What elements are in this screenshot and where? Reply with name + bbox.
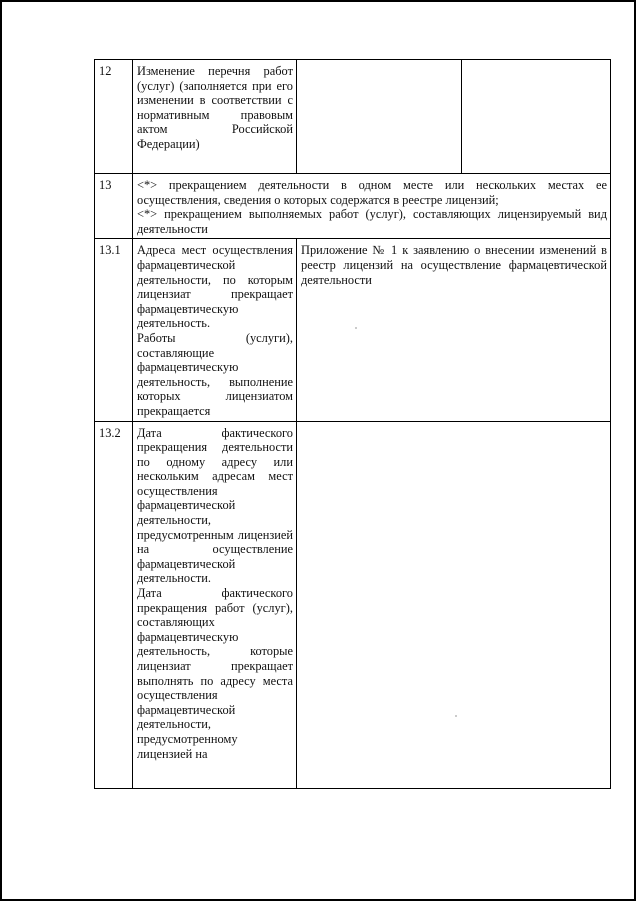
row-label <box>133 421 297 788</box>
scan-speck <box>455 715 457 717</box>
row-label: Изменение перечня работ (услуг) (заполняется при его изменении в соответствии с нормативным правовым актом Российской Федерации) <box>133 60 297 174</box>
row-number: 13 <box>95 174 133 239</box>
label-paragraph-2: Работы (услуги), составляющие фармацевтическую деятельность, выполнение которых лицензиатом прекращается <box>137 330 293 418</box>
label-paragraph-1: Адреса мест осуществления фармацевтической деятельности, по которым лицензиат прекращает фармацевтическую деятельность. <box>137 243 293 331</box>
row-number: 12 <box>95 60 133 174</box>
table-row-13 <box>95 174 611 239</box>
value-cell-extra <box>462 60 611 174</box>
row-label <box>133 239 297 421</box>
row-number: 13.1 <box>95 239 133 421</box>
value-cell <box>297 421 611 788</box>
table-row-13-2 <box>95 421 611 788</box>
table-row-13-1 <box>95 239 611 421</box>
description-line-1: <*> прекращением деятельности в одном месте или нескольких местах ее осуществления, сведения о которых содержатся в реестре лицензий; <box>137 178 607 207</box>
license-form-table <box>94 59 611 789</box>
row-description <box>133 174 611 239</box>
label-paragraph-2: Дата фактического прекращения работ (услуг), составляющих фармацевтическую деятельность, которые лицензиат прекращает выполнять по адресу места осуществления фармацевтической деятельности, предусмотренному лицензией на <box>137 586 293 761</box>
value-cell <box>297 60 462 174</box>
value-cell: Приложение № 1 к заявлению о внесении изменений в реестр лицензий на осуществление фармацевтической деятельности <box>297 239 611 421</box>
table-row-12 <box>95 60 611 174</box>
description-line-2: <*> прекращением выполняемых работ (услуг), составляющих лицензируемый вид деятельности <box>137 207 607 236</box>
label-paragraph-1: Дата фактического прекращения деятельности по одному адресу или нескольким адресам мест осуществления фармацевтической деятельности, предусмотренным лицензией на осуществление фармацевтической деятельности. <box>137 425 293 586</box>
row-number: 13.2 <box>95 421 133 788</box>
scan-speck <box>355 327 357 329</box>
